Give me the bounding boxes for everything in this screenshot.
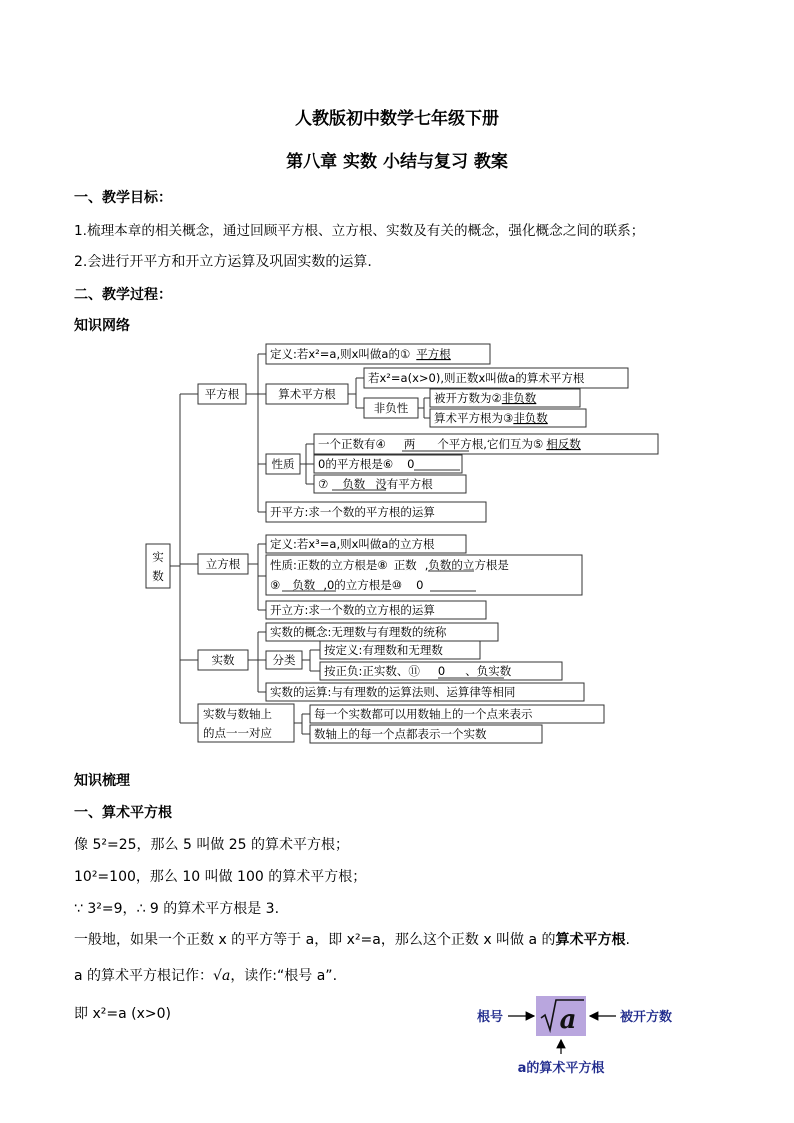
review-line-4-end: . — [625, 932, 630, 948]
nonneg-item-2-prefix: 算术平方根为③ — [434, 411, 514, 425]
class-item-1: 按定义:有理数和无理数 — [324, 643, 443, 657]
review-line-5-text: a 的算术平方根记作： — [74, 968, 214, 984]
prop-item-2 — [318, 457, 414, 471]
cube-prop-d: ,0的立方根是⑩ — [323, 578, 403, 592]
axis-label-2: 的点一一对应 — [203, 726, 272, 740]
answer-5: 相反数 — [546, 437, 581, 451]
prop-item-3 — [318, 477, 433, 491]
class-item-2 — [324, 664, 512, 678]
nonneg-item-2 — [434, 411, 548, 425]
cube-prop-line-1 — [270, 558, 509, 572]
sq-root-label: 平方根 — [204, 387, 240, 401]
review-line-4-text: 一般地，如果一个正数 x 的平方等于 a，即 x²=a，那么这个正数 x 叫做 a 的 — [74, 932, 556, 948]
cube-def-text: 定义:若x³=a,则x叫做a的立方根 — [270, 537, 435, 551]
review-line-5-read: ，读作:“根号 a”. — [230, 968, 338, 984]
sqrt-notation-figure — [470, 990, 710, 1082]
network-heading: 知识网络 — [74, 318, 130, 334]
arith-root-label: a的算术平方根 — [517, 1061, 605, 1076]
review-line-5 — [74, 965, 337, 985]
answer-11: 0 — [437, 664, 446, 678]
prop-label: 性质 — [271, 457, 295, 471]
review-line-6: 即 x²=a (x>0) — [74, 1006, 171, 1022]
nonneg-label: 非负性 — [373, 401, 409, 415]
review-line-2: 10²=100，那么 10 叫做 100 的算术平方根； — [74, 869, 367, 885]
cube-prop-b: ,负数的立方根是 — [424, 558, 509, 572]
radicand-letter: a — [559, 1005, 577, 1035]
sq-op-text: 开平方:求一个数的平方根的运算 — [270, 505, 435, 519]
answer-3: 非负数 — [513, 411, 548, 425]
prop-item-2-prefix: 0的平方根是⑥ — [318, 457, 394, 471]
review-line-3: ∵ 3²=9，∴ 9 的算术平方根是 3. — [74, 901, 280, 917]
class-label: 分类 — [272, 653, 296, 667]
page-title: 人教版初中数学七年级下册 — [295, 109, 499, 129]
goals-heading: 一、教学目标： — [74, 190, 172, 206]
answer-6: 0 — [407, 457, 415, 471]
answer-4: 两 — [403, 437, 416, 451]
review-line-4-keyword: 算术平方根 — [555, 932, 626, 948]
real-concept-text: 实数的概念:无理数与有理数的统称 — [270, 625, 447, 639]
process-heading: 二、教学过程： — [74, 287, 172, 303]
arith-def-text: 若x²=a(x>0),则正数x叫做a的算术平方根 — [368, 371, 585, 385]
sqrt-a-symbol: √a — [213, 968, 231, 984]
class-item-2-b: 、负实数 — [465, 664, 512, 678]
prop-item-1-b: 个平方根,它们互为⑤ — [437, 437, 544, 451]
goal-item-1: 1.梳理本章的相关概念，通过回顾平方根、立方根、实数及有关的概念，强化概念之间的联系； — [74, 223, 645, 239]
cube-prop-c: ⑨ — [270, 578, 281, 592]
real-label: 实数 — [211, 653, 235, 667]
prop-item-3-suffix: 没有平方根 — [375, 477, 433, 491]
answer-9: 负数 — [292, 578, 316, 592]
cube-prop-line-2 — [270, 578, 423, 592]
axis-item-1: 每一个实数都可以用数轴上的一个点来表示 — [314, 707, 533, 721]
real-ops-text: 实数的运算:与有理数的运算法则、运算律等相同 — [270, 685, 516, 699]
cube-prop-a: 性质:正数的立方根是⑧ — [270, 558, 388, 572]
review-line-1: 像 5²=25，那么 5 叫做 25 的算术平方根； — [74, 837, 350, 853]
answer-7: 负数 — [342, 477, 366, 491]
arith-label: 算术平方根 — [278, 387, 336, 401]
answer-8: 正数 — [393, 558, 417, 572]
section-1-heading: 一、算术平方根 — [74, 805, 172, 821]
sq-def-text — [270, 347, 451, 361]
nonneg-item-1-prefix: 被开方数为② — [434, 391, 502, 405]
root-label-2: 数 — [152, 569, 164, 583]
prop-item-3-prefix: ⑦ — [318, 477, 329, 491]
prop-item-1 — [318, 437, 581, 451]
class-item-2-a: 按正负:正实数、⑪ — [324, 664, 420, 678]
cube-root-label: 立方根 — [205, 557, 241, 571]
cube-op-text: 开立方:求一个数的立方根的运算 — [270, 603, 435, 617]
goal-item-2: 2.会进行开平方和开立方运算及巩固实数的运算. — [74, 254, 372, 270]
axis-item-2: 数轴上的每一个点都表示一个实数 — [314, 727, 487, 741]
review-line-4 — [74, 929, 630, 949]
review-heading: 知识梳理 — [74, 773, 130, 789]
answer-1: 平方根 — [416, 347, 451, 361]
radical-sign-label: 根号 — [477, 1010, 504, 1025]
answer-10: 0 — [416, 578, 424, 592]
answer-2: 非负数 — [501, 391, 537, 405]
radicand-label: 被开方数 — [620, 1010, 673, 1025]
page-subtitle: 第八章 实数 小结与复习 教案 — [286, 152, 508, 172]
nonneg-item-1 — [434, 391, 537, 405]
sq-def-prefix: 定义:若x²=a,则x叫做a的① — [270, 347, 411, 361]
axis-label-1: 实数与数轴上 — [203, 707, 272, 721]
root-label-1: 实 — [152, 550, 164, 564]
prop-item-1-a: 一个正数有④ — [318, 437, 386, 451]
